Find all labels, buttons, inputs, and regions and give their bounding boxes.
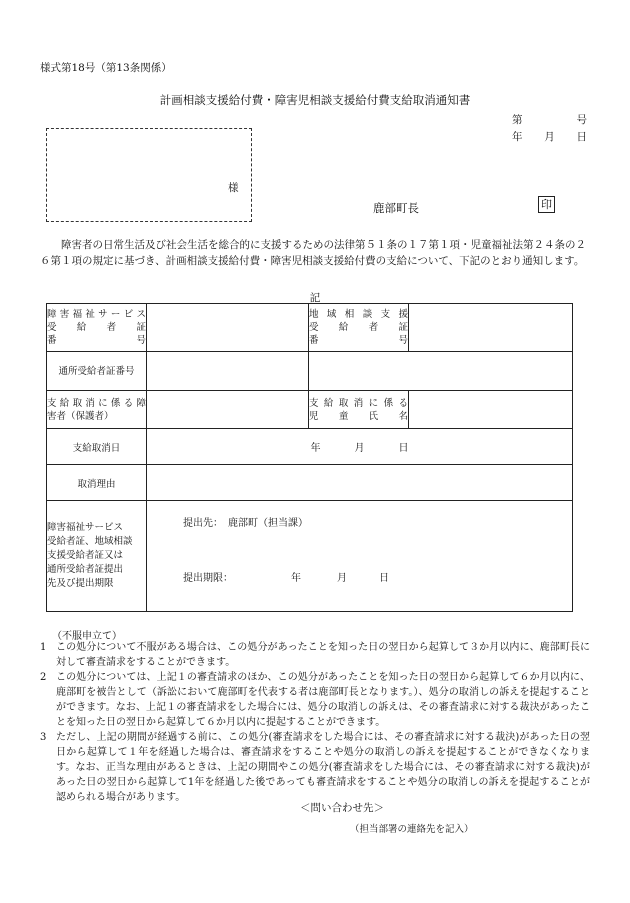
table-row	[47, 304, 573, 352]
info-table	[46, 303, 573, 612]
cancel-date-label: 支給取消日	[47, 429, 147, 465]
table-row	[47, 352, 573, 391]
go-label: 号	[576, 114, 587, 126]
list-item: 3 ただし、上記の期間が経過する前に、この処分(審査請求をした場合には、その審査請求に対する裁決)があった日の翌日から起算して１年を経過した場合は、審査請求をすることや処分の取消しの訴えを提起することができなくなります。なお、正当な理由があるときは、上記の期間やこの処分(審査請求をした場合には、その審査請求に対する裁決)があった日の翌日から起算して1年を経過した後であっても審査請求をすることや処分の取消しの訴えを提起することが認められる場合があります。	[40, 732, 590, 803]
service-certificate-number	[147, 304, 309, 352]
child-name-value	[409, 391, 573, 429]
child-name-label: 支給取消に係る 児 童 氏 名	[309, 391, 409, 429]
contact-heading: ＜問い合わせ先＞	[300, 802, 384, 814]
day-service-certificate-number	[147, 352, 309, 391]
table-row	[47, 501, 573, 612]
disabled-person-label: 支給取消に係る障 害者（保護者）	[47, 391, 147, 429]
regional-certificate-label: 地 域 相 談 支 援 受 給 者 証 番 号	[309, 304, 409, 352]
day-label: 日	[576, 131, 587, 143]
cancel-reason-value	[147, 465, 573, 501]
recipient-address-box	[46, 128, 252, 222]
document-number-block	[512, 112, 587, 146]
cancel-date-value: 年 月 日	[147, 429, 573, 465]
cancel-reason-label: 取消理由	[47, 465, 147, 501]
seal-mark: 印	[538, 196, 555, 213]
submit-to: 提出先： 鹿部町（担当課）	[183, 518, 308, 529]
disabled-person-value	[147, 391, 309, 429]
appeal-heading: （不服申立て）	[52, 631, 122, 642]
document-title: 計画相談支援給付費・障害児相談支援給付費支給取消通知書	[159, 93, 471, 107]
dai-label: 第	[512, 114, 523, 126]
contact-note: （担当部署の連絡先を記入）	[350, 824, 474, 835]
submission-label: 障害福祉サービス 受給者証、地域相談 支援受給者証又は 通所受給者証提出 先及び提出期限	[47, 501, 147, 612]
day-service-certificate-label: 通所受給者証番号	[47, 352, 147, 391]
submit-deadline: 提出期限： 年 月 日	[183, 573, 389, 584]
form-number: 様式第18号（第13条関係）	[40, 62, 172, 74]
regional-certificate-number	[409, 304, 573, 352]
list-item: 1 この処分について不服がある場合は、この処分があったことを知った日の翌日から起算して３か月以内に、鹿部町長に対して審査請求をすることができます。	[40, 642, 590, 668]
recipient-honorific: 様	[228, 182, 239, 194]
table-row	[47, 391, 573, 429]
empty-cell	[309, 352, 573, 391]
appeal-items	[40, 640, 590, 805]
table-row	[47, 465, 573, 501]
body-text: 障害者の日常生活及び社会生活を総合的に支援するための法律第５１条の１７第１項・児童福祉法第２４条の２６第１項の規定に基づき、計画相談支援給付費・障害児相談支援給付費の支給について、下記のとおり通知します。	[40, 239, 586, 267]
ki-heading: 記	[309, 292, 321, 304]
year-label: 年	[512, 131, 523, 143]
list-item: 2 この処分については、上記１の審査請求のほか、この処分があったことを知った日の翌日から起算して６か月以内に、鹿部町を被告として（訴訟において鹿部町を代表する者は鹿部町長となります。）、処分の取消しの訴えを提起することができます。なお、上記１の審査請求をした場合には、処分の取消しの訴えは、その審査請求に対する裁決があったことを知った日の翌日から起算して６か月以内に提起することができます。	[40, 672, 590, 728]
submission-value	[147, 501, 573, 612]
service-certificate-label: 障害福祉サービス 受 給 者 証 番 号	[47, 304, 147, 352]
sender-name: 鹿部町長	[373, 201, 419, 215]
table-row	[47, 429, 573, 465]
month-label: 月	[544, 131, 555, 143]
